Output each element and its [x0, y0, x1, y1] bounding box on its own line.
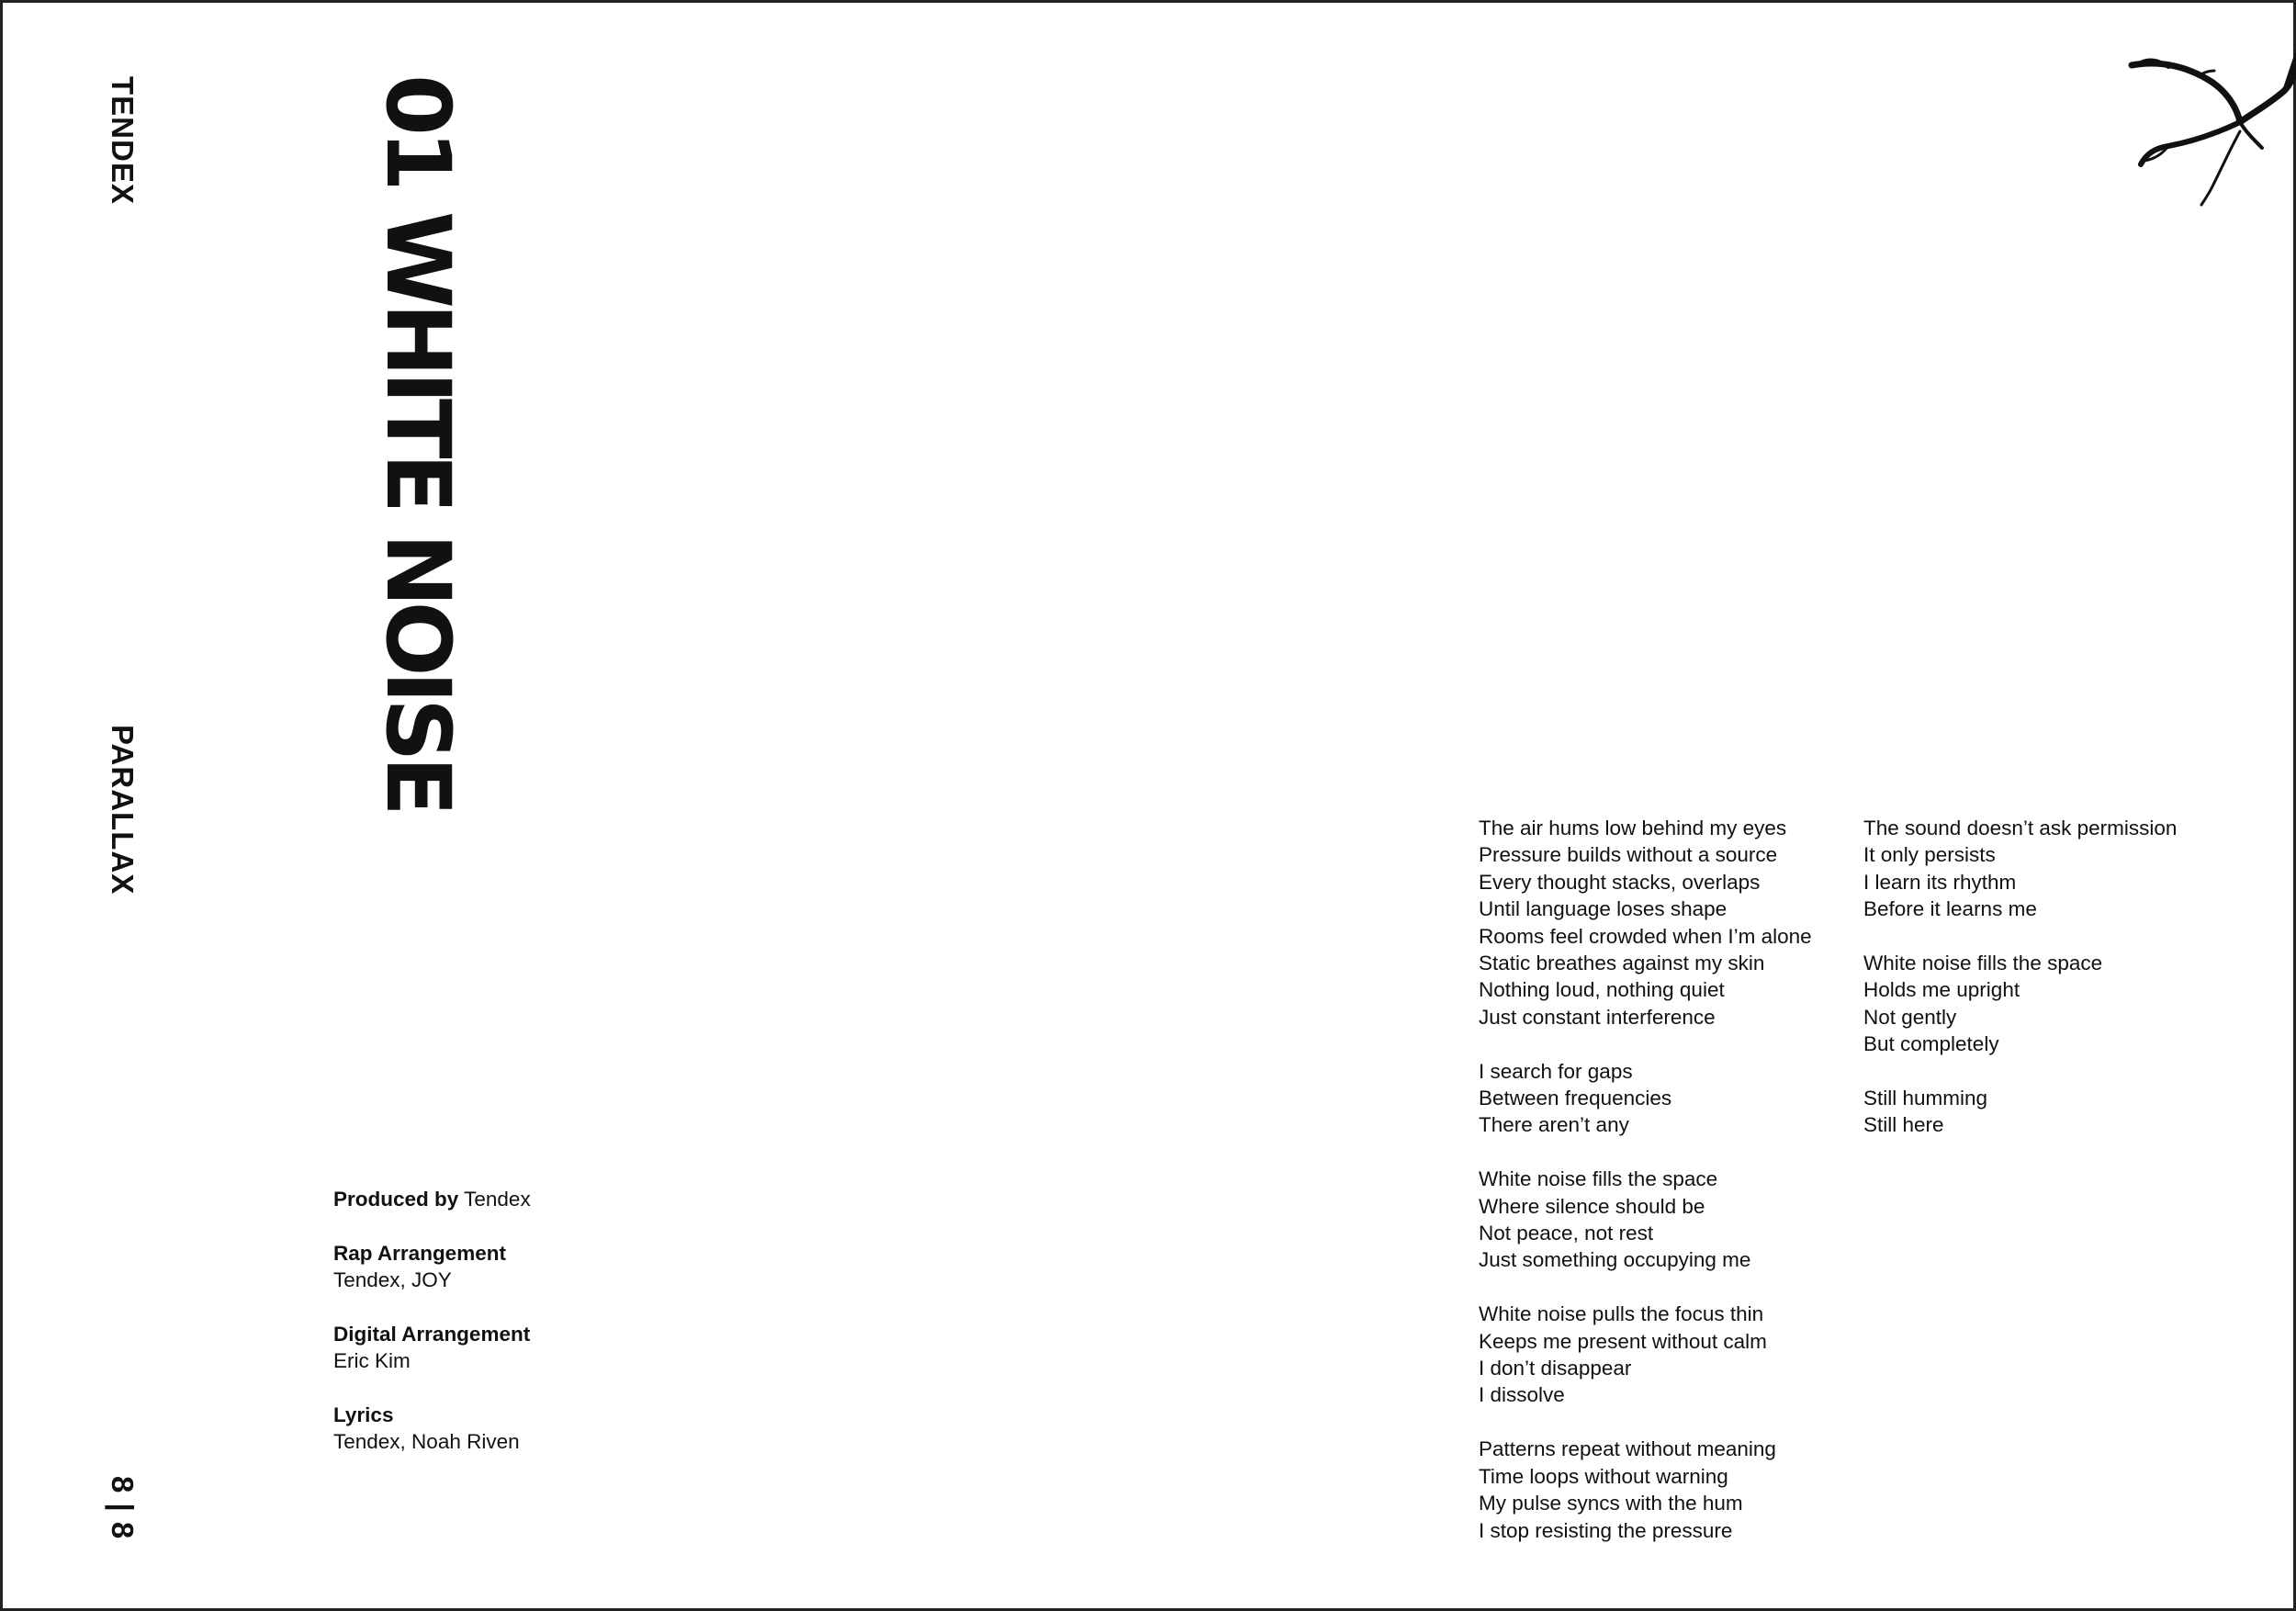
- lyric-line: I dissolve: [1479, 1383, 1565, 1407]
- lyric-line: Just something occupying me: [1479, 1248, 1751, 1272]
- lyric-line: Until language loses shape: [1479, 897, 1728, 921]
- artist-label: TENDEX: [106, 76, 140, 205]
- lyrics-column-1: [1479, 815, 1812, 1571]
- lyric-line: White noise pulls the focus thin: [1479, 1302, 1764, 1326]
- lyric-line: I learn its rhythm: [1863, 870, 2017, 894]
- lyric-line: But completely: [1863, 1032, 1999, 1056]
- lyric-line: The air hums low behind my eyes: [1479, 817, 1787, 839]
- credit-lyrics: [333, 1402, 531, 1456]
- lyric-line: My pulse syncs with the hum: [1479, 1492, 1743, 1515]
- lyric-line: Keeps me present without calm: [1479, 1329, 1767, 1353]
- credit-names: Tendex, JOY: [333, 1268, 452, 1291]
- lyric-line: White noise fills the space: [1479, 1167, 1718, 1191]
- credit-role: Digital Arrangement: [333, 1322, 531, 1346]
- lyrics-column-2: [1863, 815, 2177, 1166]
- lyric-line: Static breathes against my skin: [1479, 952, 1765, 975]
- lyric-line: Nothing loud, nothing quiet: [1479, 978, 1725, 1002]
- lyric-line: Where silence should be: [1479, 1194, 1705, 1218]
- credit-names: Tendex: [464, 1188, 531, 1211]
- credit-names: Eric Kim: [333, 1349, 411, 1372]
- lyric-stanza: [1863, 1085, 2177, 1139]
- lyric-line: Patterns repeat without meaning: [1479, 1437, 1776, 1461]
- lyric-line: I don’t disappear: [1479, 1357, 1632, 1380]
- lyric-line: Before it learns me: [1863, 897, 2037, 921]
- page-number: 8 | 8: [106, 1476, 140, 1540]
- lyric-line: I stop resisting the pressure: [1479, 1518, 1733, 1542]
- credit-names: Tendex, Noah Riven: [333, 1430, 520, 1453]
- lyric-stanza: [1479, 815, 1812, 1031]
- credit-role: Produced by: [333, 1188, 459, 1211]
- credit-role: Rap Arrangement: [333, 1241, 506, 1265]
- lyric-line: The sound doesn’t ask permission: [1863, 817, 2178, 839]
- ink-branch-doodle-icon: [2060, 3, 2296, 223]
- lyric-line: White noise fills the space: [1863, 952, 2103, 975]
- lyric-line: I search for gaps: [1479, 1059, 1633, 1083]
- credit-rap-arrangement: [333, 1240, 531, 1294]
- lyric-stanza: [1863, 815, 2177, 923]
- lyric-line: Every thought stacks, overlaps: [1479, 870, 1761, 894]
- lyric-stanza: [1479, 1301, 1812, 1409]
- lyric-line: Rooms feel crowded when I’m alone: [1479, 924, 1812, 948]
- track-title: 01 WHITE NOISE: [366, 74, 469, 811]
- credits-block: [333, 1186, 531, 1482]
- lyric-stanza: [1479, 1166, 1812, 1274]
- lyric-line: There aren’t any: [1479, 1113, 1629, 1137]
- lyric-line: It only persists: [1863, 843, 1996, 867]
- lyric-stanza: [1479, 1436, 1812, 1544]
- lyric-line: Just constant interference: [1479, 1005, 1716, 1029]
- album-label: PARALLAX: [106, 725, 140, 896]
- lyric-line: Pressure builds without a source: [1479, 843, 1778, 867]
- lyric-line: Not peace, not rest: [1479, 1222, 1654, 1245]
- lyric-line: Holds me upright: [1863, 978, 2020, 1002]
- lyric-line: Still humming: [1863, 1087, 1988, 1110]
- credit-produced: [333, 1186, 531, 1213]
- lyric-stanza: [1863, 950, 2177, 1058]
- lyric-line: Between frequencies: [1479, 1087, 1672, 1110]
- lyric-line: Time loops without warning: [1479, 1464, 1728, 1488]
- lyric-line: Still here: [1863, 1113, 1944, 1137]
- credit-digital-arrangement: [333, 1321, 531, 1375]
- lyric-stanza: [1479, 1058, 1812, 1139]
- credit-role: Lyrics: [333, 1403, 394, 1426]
- lyric-line: Not gently: [1863, 1005, 1957, 1029]
